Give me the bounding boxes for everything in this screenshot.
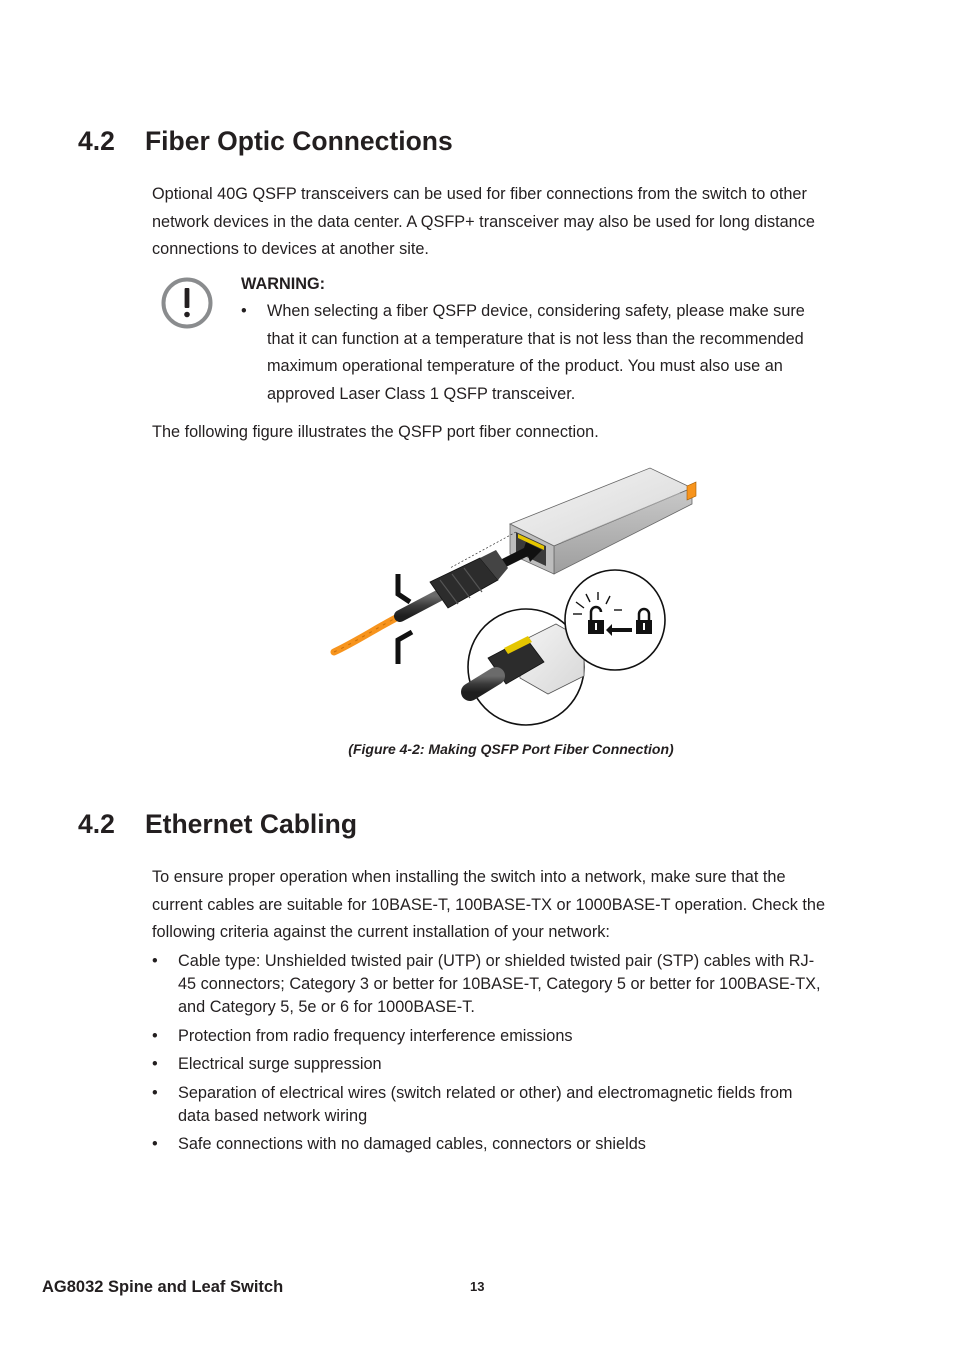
- section-heading-fiber: [78, 126, 453, 157]
- list-item-line: Separation of electrical wires (switch related or other) and electromagnetic fields from: [178, 1083, 793, 1102]
- cabling-criteria-list: [152, 950, 882, 1162]
- bullet-glyph: •: [152, 1026, 158, 1045]
- list-item-line: 45 connectors; Category 3 or better for 10BASE-T, Category 5 or better for 100BASE-TX,: [178, 975, 821, 993]
- section-title: Fiber Optic Connections: [145, 126, 453, 156]
- warning-line: approved Laser Class 1 QSFP transceiver.: [267, 384, 576, 403]
- bullet-glyph: •: [152, 1135, 158, 1153]
- paragraph-line: network devices in the data center. A QSFP+ transceiver may also be used for long distance: [152, 212, 815, 231]
- list-item-line: Cable type: Unshielded twisted pair (UTP) or shielded twisted pair (STP) cables with RJ-: [178, 952, 815, 970]
- list-item: [152, 1053, 882, 1076]
- paragraph-line: following criteria against the current installation of your network:: [152, 923, 610, 941]
- bullet-glyph: •: [241, 302, 247, 320]
- list-item-line: Safe connections with no damaged cables, connectors or shields: [178, 1135, 646, 1153]
- warning-line: When selecting a fiber QSFP device, considering safety, please make sure: [267, 302, 805, 320]
- ethernet-intro-paragraph: [152, 864, 882, 947]
- section-number: 4.2: [78, 126, 115, 156]
- list-item: [152, 1025, 882, 1048]
- exclamation-circle-icon: [160, 276, 214, 330]
- list-item-line: data based network wiring: [178, 1106, 368, 1125]
- section-heading-ethernet: [78, 809, 357, 840]
- list-item-line: Electrical surge suppression: [178, 1055, 382, 1073]
- warning-title: WARNING:: [241, 275, 326, 293]
- warning-text: [267, 298, 867, 408]
- fiber-intro-paragraph: [152, 181, 882, 264]
- list-item-line: and Category 5, 5e or 6 for 1000BASE-T.: [178, 998, 475, 1016]
- paragraph-line: Optional 40G QSFP transceivers can be used for fiber connections from the switch to other: [152, 185, 807, 203]
- qsfp-transceiver: [510, 468, 696, 574]
- qsfp-fiber-connection-figure: [330, 462, 700, 727]
- list-item: [152, 1133, 882, 1156]
- list-item: [152, 1082, 882, 1128]
- figure-intro: [152, 419, 882, 447]
- lock-callout: [565, 570, 665, 670]
- footer-product-name: AG8032 Spine and Leaf Switch: [42, 1278, 284, 1296]
- bullet-glyph: •: [152, 1083, 158, 1102]
- paragraph-line: connections to devices at another site.: [152, 240, 429, 258]
- paragraph-line: current cables are suitable for 10BASE-T, 100BASE-TX or 1000BASE-T operation. Check the: [152, 895, 826, 914]
- list-item: [152, 950, 882, 1019]
- bullet-glyph: •: [152, 1055, 158, 1073]
- bullet-glyph: •: [152, 952, 158, 970]
- figure-intro-text: The following figure illustrates the QSFP port fiber connection.: [152, 423, 599, 441]
- page-number: 13: [470, 1279, 485, 1294]
- paragraph-line: To ensure proper operation when installing the switch into a network, make sure that the: [152, 868, 786, 886]
- warning-line: maximum operational temperature of the product. You must also use an: [267, 357, 783, 375]
- section-number: 4.2: [78, 809, 115, 839]
- warning-line: that it can function at a temperature that is not less than the recommended: [267, 329, 804, 348]
- list-item-line: Protection from radio frequency interference emissions: [178, 1026, 573, 1045]
- figure-caption: (Figure 4-2: Making QSFP Port Fiber Connection): [348, 741, 674, 757]
- section-title: Ethernet Cabling: [145, 809, 358, 839]
